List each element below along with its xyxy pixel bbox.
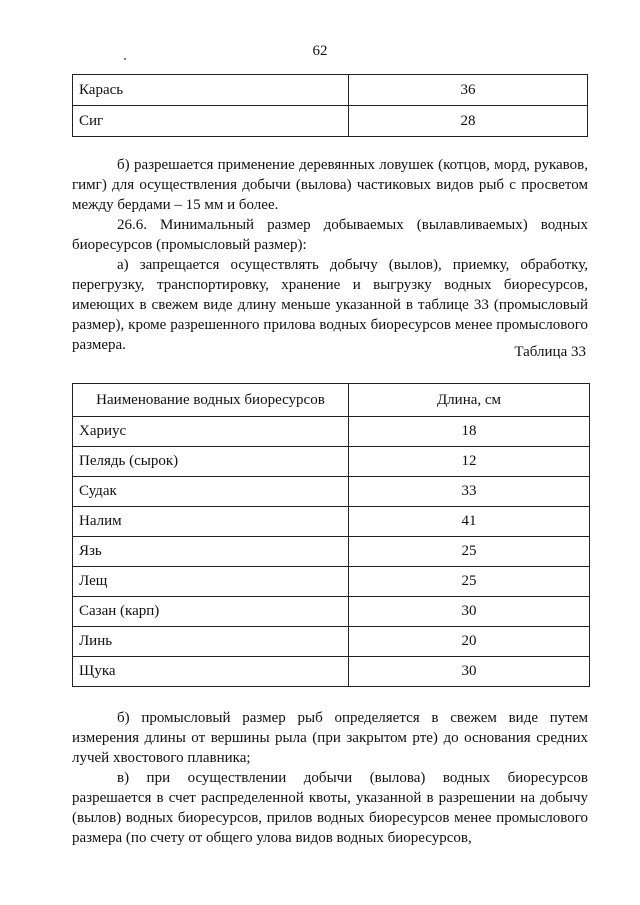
- table-row: [73, 537, 590, 567]
- table-row: [73, 75, 588, 106]
- species-name: Пелядь (сырок): [73, 447, 349, 477]
- length-value: 18: [349, 417, 590, 447]
- continued-table: [72, 74, 588, 137]
- length-value: 20: [349, 627, 590, 657]
- table-row: [73, 417, 590, 447]
- table-header-row: [73, 384, 590, 417]
- length-value: 30: [349, 597, 590, 627]
- length-value: 28: [349, 106, 588, 137]
- species-name: Налим: [73, 507, 349, 537]
- table-row: [73, 106, 588, 137]
- length-value: 25: [349, 567, 590, 597]
- species-name: Сазан (карп): [73, 597, 349, 627]
- page-number: 62: [312, 43, 328, 59]
- paragraph-b-measurement: б) промысловый размер рыб определяется в свежем виде путем измерения длины от вершины рыла (при закрытом рте) до основания средних лучей хвостового плавника;: [72, 710, 588, 766]
- species-name: Сиг: [73, 106, 349, 137]
- table-33: [72, 383, 590, 687]
- length-value: 41: [349, 507, 590, 537]
- header-species: Наименование водных биоресурсов: [73, 384, 349, 417]
- scan-speck: [124, 58, 126, 60]
- length-value: 36: [349, 75, 588, 106]
- paragraph-v-bycatch: в) при осуществлении добычи (вылова) водных биоресурсов разрешается в счет распределенной квоты, указанной в разрешении на добычу (вылов) водных биоресурсов, прилов водных биоресурсов менее промыслового размера (по счету от общего улова видов водных биоресурсов,: [72, 770, 588, 846]
- header-length: Длина, см: [349, 384, 590, 417]
- length-value: 30: [349, 657, 590, 687]
- length-value: 33: [349, 477, 590, 507]
- length-value: 25: [349, 537, 590, 567]
- table-caption: Таблица 33: [514, 344, 586, 360]
- species-name: Язь: [73, 537, 349, 567]
- species-name: Карась: [73, 75, 349, 106]
- paragraph-b-traps: б) разрешается применение деревянных ловушек (котцов, морд, рукавов, гимг) для осуществления добычи (вылова) частиковых видов рыб с просветом между бердами – 15 мм и более.: [72, 157, 588, 213]
- paragraph-26-6: 26.6. Минимальный размер добываемых (вылавливаемых) водных биоресурсов (промысловый размер):: [72, 217, 588, 253]
- species-name: Линь: [73, 627, 349, 657]
- table-row: [73, 507, 590, 537]
- table-row: [73, 657, 590, 687]
- table-row: [73, 627, 590, 657]
- species-name: Лещ: [73, 567, 349, 597]
- table-row: [73, 477, 590, 507]
- length-value: 12: [349, 447, 590, 477]
- table-row: [73, 597, 590, 627]
- species-name: Щука: [73, 657, 349, 687]
- paragraph-a-prohibition: а) запрещается осуществлять добычу (вылов), приемку, обработку, перегрузку, транспортировку, хранение и выгрузку водных биоресурсов, имеющих в свежем виде длину меньше указанной в таблице 33 (промысловый размер), кроме разрешенного прилова водных биоресурсов менее промыслового размера.: [72, 257, 588, 353]
- table-row: [73, 567, 590, 597]
- table-row: [73, 447, 590, 477]
- species-name: Хариус: [73, 417, 349, 447]
- species-name: Судак: [73, 477, 349, 507]
